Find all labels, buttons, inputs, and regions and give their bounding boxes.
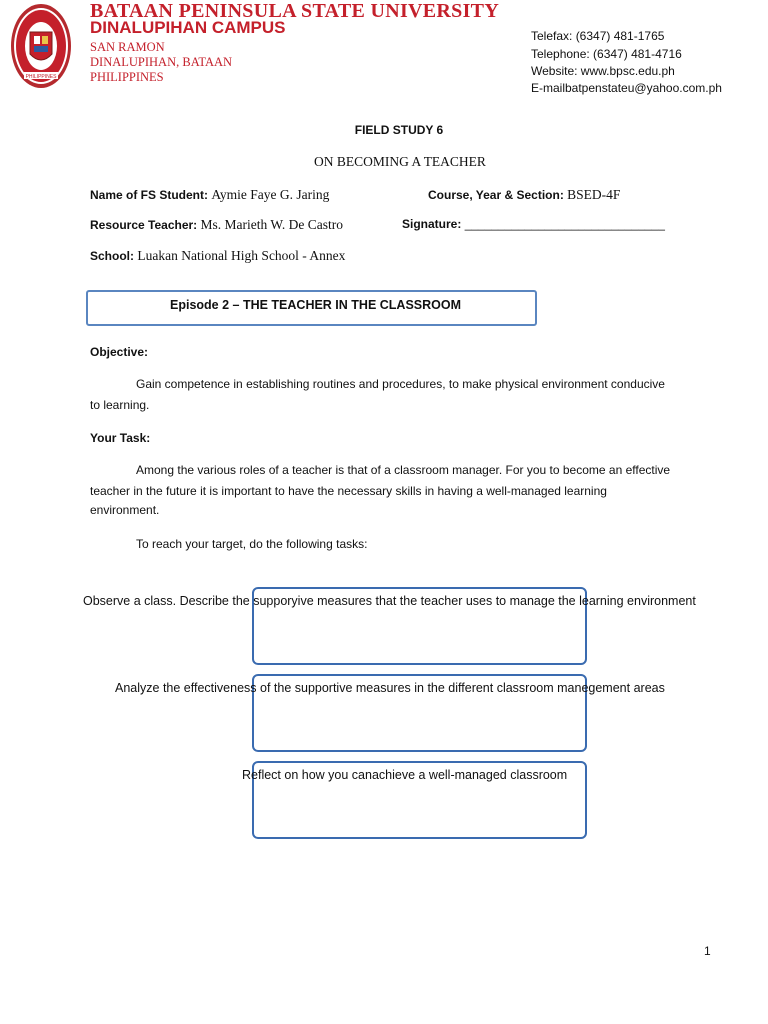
- contact-telefax: Telefax: (6347) 481-1765: [531, 29, 665, 43]
- task-heading: Your Task:: [90, 431, 151, 445]
- school-value: Luakan National High School - Annex: [137, 248, 346, 263]
- seal-label: PHILIPPINES: [25, 74, 57, 80]
- objective-heading: Objective:: [90, 345, 149, 359]
- contact-website: Website: www.bpsc.edu.ph: [531, 64, 675, 78]
- address-line-3: PHILIPPINES: [90, 70, 164, 84]
- signature-line: ______________________________: [464, 217, 665, 231]
- address-line-1: SAN RAMON: [90, 40, 165, 54]
- document-subtitle: ON BECOMING A TEACHER: [314, 154, 486, 169]
- resource-teacher-value: Ms. Marieth W. De Castro: [200, 217, 343, 232]
- page-number: 1: [704, 944, 711, 958]
- task-3-text: Reflect on how you canachieve a well-managed classroom: [242, 768, 568, 782]
- objective-line-2: to learning.: [90, 398, 150, 412]
- course-field: [428, 187, 620, 203]
- signature-label: Signature:: [402, 217, 462, 231]
- objective-line-1: Gain competence in establishing routines and procedures, to make physical environment conducive: [136, 377, 665, 391]
- episode-title: Episode 2 – THE TEACHER IN THE CLASSROOM: [170, 298, 462, 312]
- resource-teacher-label: Resource Teacher:: [90, 218, 198, 232]
- task-instruction: To reach your target, do the following tasks:: [136, 537, 368, 551]
- task-line-1: Among the various roles of a teacher is that of a classroom manager. For you to become an effective: [136, 463, 671, 477]
- contact-telephone: Telephone: (6347) 481-4716: [531, 47, 682, 61]
- contact-email: E-mailbatpenstateu@yahoo.com.ph: [531, 81, 722, 95]
- task-line-2: teacher in the future it is important to have the necessary skills in having a well-managed learning: [90, 484, 607, 498]
- task-1-text: Observe a class. Describe the supporyive measures that the teacher uses to manage the learning environment: [83, 594, 696, 608]
- student-value: Aymie Faye G. Jaring: [211, 187, 330, 202]
- university-name: BATAAN PENINSULA STATE UNIVERSITY: [90, 0, 500, 22]
- university-seal-icon: [10, 2, 72, 90]
- document-title: FIELD STUDY 6: [354, 123, 444, 137]
- resource-teacher-field: [90, 217, 343, 233]
- school-label: School:: [90, 249, 134, 263]
- course-value: BSED-4F: [567, 187, 621, 202]
- task-2-text: Analyze the effectiveness of the supportive measures in the different classroom manegement areas: [115, 681, 665, 695]
- school-field: [90, 248, 345, 264]
- student-field: [90, 187, 329, 203]
- student-label: Name of FS Student:: [90, 188, 209, 202]
- address-line-2: DINALUPIHAN, BATAAN: [90, 55, 233, 69]
- signature-field: [402, 217, 665, 231]
- task-line-3: environment.: [90, 503, 160, 517]
- course-label: Course, Year & Section:: [428, 188, 564, 202]
- campus-name: DINALUPIHAN CAMPUS: [90, 18, 286, 37]
